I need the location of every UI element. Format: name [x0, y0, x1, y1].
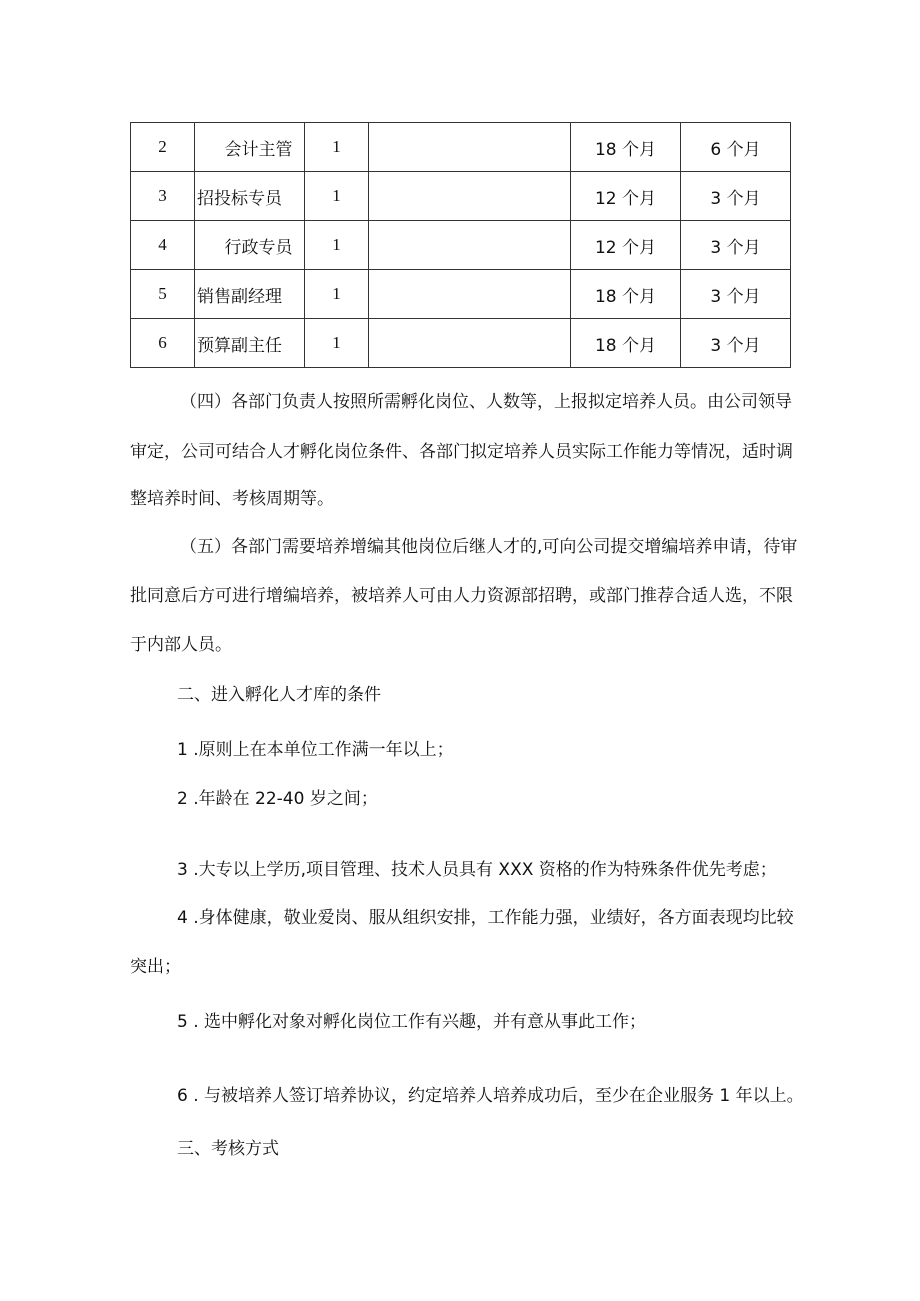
- assessment-period: 3 个月: [681, 172, 791, 221]
- headcount: 1: [305, 172, 369, 221]
- row-number: 2: [131, 123, 195, 172]
- table-body: [131, 123, 791, 368]
- table-row: [131, 172, 791, 221]
- post-name: 会计主管: [195, 123, 305, 172]
- headcount: 1: [305, 270, 369, 319]
- note-cell: [369, 270, 571, 319]
- row-number: 4: [131, 221, 195, 270]
- assessment-period: 3 个月: [681, 270, 791, 319]
- headcount: 1: [305, 123, 369, 172]
- note-cell: [369, 172, 571, 221]
- post-name: 行政专员: [195, 221, 305, 270]
- condition-item-1: 1 .原则上在本单位工作满一年以上；: [177, 740, 454, 760]
- assessment-period: 3 个月: [681, 221, 791, 270]
- condition-item-5: 5 . 选中孵化对象对孵化岗位工作有兴趣，并有意从事此工作；: [177, 1012, 647, 1032]
- row-number: 5: [131, 270, 195, 319]
- training-period: 12 个月: [571, 221, 681, 270]
- note-cell: [369, 319, 571, 368]
- paragraph-4-line-3: 整培养时间、考核周期等。: [130, 489, 334, 509]
- table-row: [131, 123, 791, 172]
- training-period: 18 个月: [571, 270, 681, 319]
- table-row: [131, 270, 791, 319]
- headcount: 1: [305, 319, 369, 368]
- note-cell: [369, 123, 571, 172]
- condition-item-4-line-2: 突出；: [130, 957, 181, 977]
- post-name: 销售副经理: [195, 270, 305, 319]
- condition-item-6: 6 . 与被培养人签订培养协议，约定培养人培养成功后，至少在企业服务 1 年以上。: [177, 1086, 804, 1106]
- assessment-period: 3 个月: [681, 319, 791, 368]
- row-number: 6: [131, 319, 195, 368]
- training-period: 12 个月: [571, 172, 681, 221]
- post-name: 预算副主任: [195, 319, 305, 368]
- paragraph-4-line-2: 审定，公司可结合人才孵化岗位条件、各部门拟定培养人员实际工作能力等情况，适时调: [130, 442, 793, 462]
- assessment-period: 6 个月: [681, 123, 791, 172]
- note-cell: [369, 221, 571, 270]
- training-period: 18 个月: [571, 123, 681, 172]
- section-2-heading: 二、进入孵化人才库的条件: [177, 685, 381, 705]
- post-name: 招投标专员: [195, 172, 305, 221]
- condition-item-4-line-1: 4 .身体健康，敬业爱岗、服从组织安排，工作能力强，业绩好，各方面表现均比较: [177, 908, 794, 928]
- table-row: [131, 221, 791, 270]
- table-row: [131, 319, 791, 368]
- paragraph-5-line-1: （五）各部门需要培养增编其他岗位后继人才的,可向公司提交增编培养申请，待审: [180, 537, 798, 557]
- condition-item-3: 3 .大专以上学历,项目管理、技术人员具有 XXX 资格的作为特殊条件优先考虑；: [177, 860, 777, 880]
- paragraph-5-line-3: 于内部人员。: [130, 635, 232, 655]
- training-period: 18 个月: [571, 319, 681, 368]
- condition-item-2: 2 .年龄在 22-40 岁之间；: [177, 789, 378, 809]
- section-3-heading: 三、考核方式: [177, 1139, 279, 1159]
- row-number: 3: [131, 172, 195, 221]
- incubation-positions-table: [130, 122, 791, 368]
- paragraph-5-line-2: 批同意后方可进行增编培养，被培养人可由人力资源部招聘，或部门推荐合适人选，不限: [130, 586, 793, 606]
- paragraph-4-line-1: （四）各部门负责人按照所需孵化岗位、人数等，上报拟定培养人员。由公司领导: [180, 392, 792, 412]
- headcount: 1: [305, 221, 369, 270]
